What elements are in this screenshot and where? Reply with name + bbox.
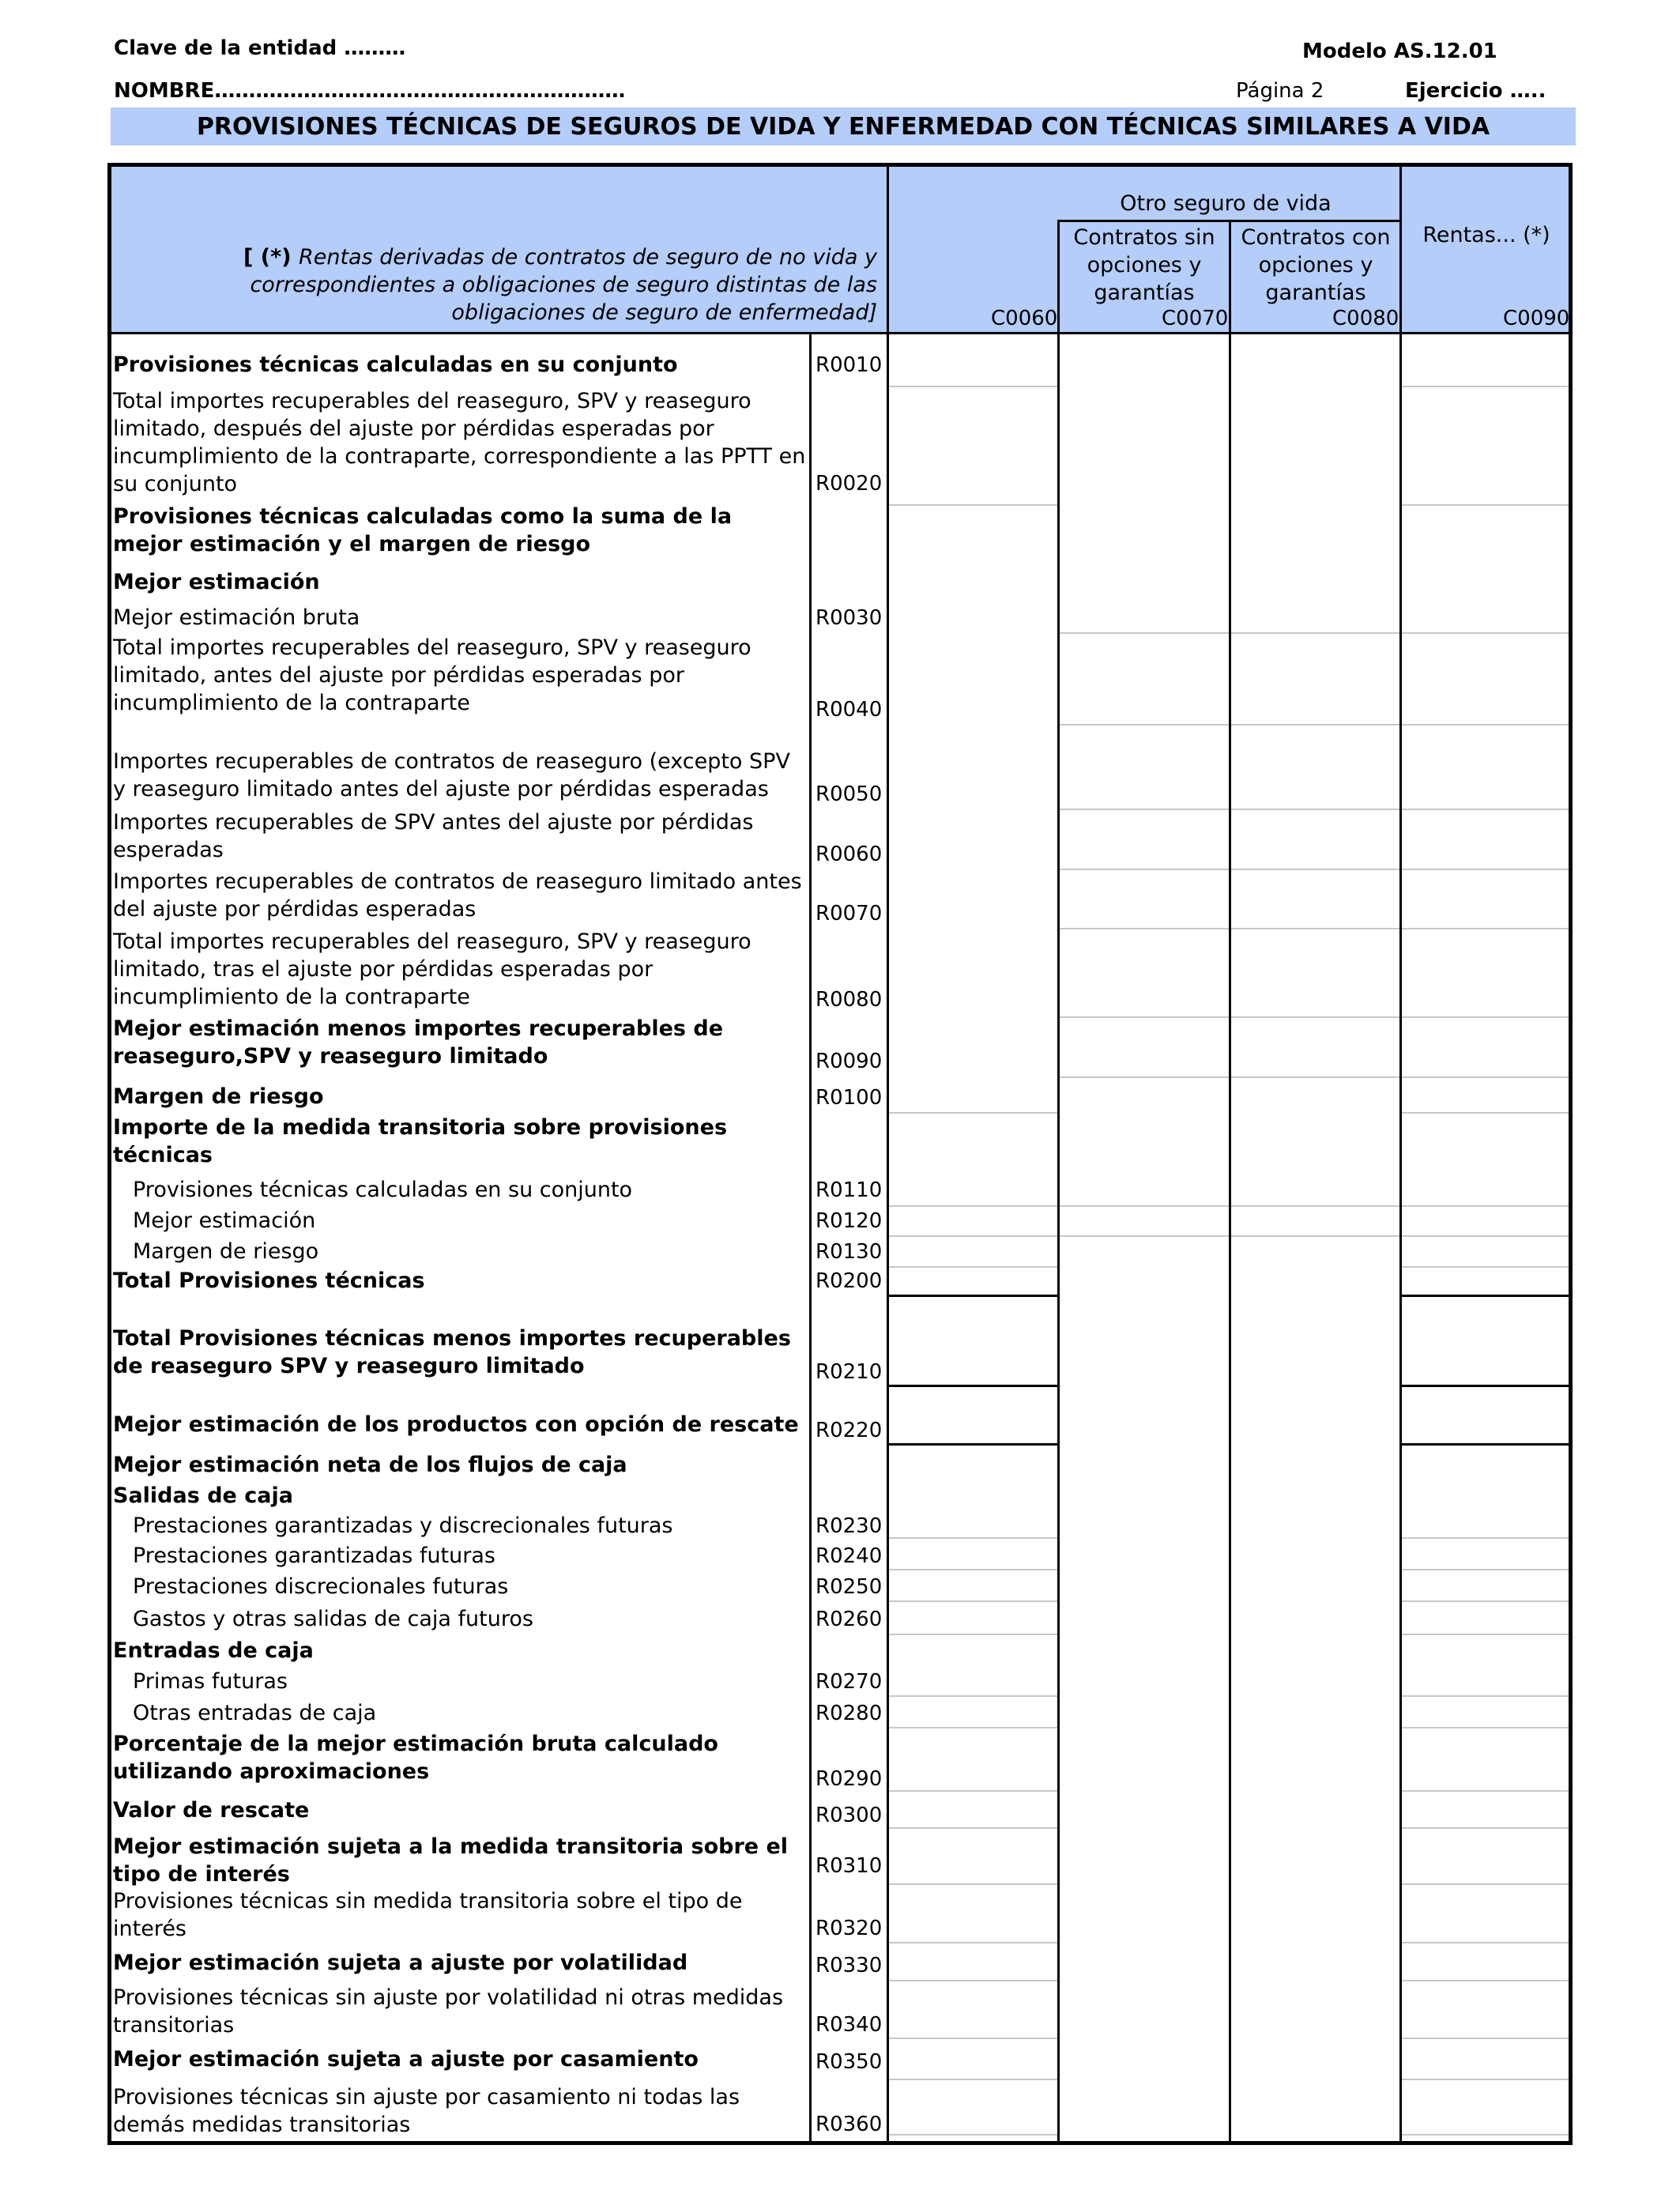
note-text: Rentas derivadas de contratos de seguro de no vida y correspondientes a obligaciones de seguro distintas de las obligaciones de seguro de enfermedad] — [250, 245, 877, 325]
row-code: R0110 — [816, 1178, 883, 1202]
code-c0060: C0060 — [991, 307, 1058, 330]
grid-line — [1402, 1727, 1569, 1728]
row-label: Gastos y otras salidas de caja futuros — [133, 1607, 533, 1631]
grid-line — [1402, 1695, 1569, 1697]
row-label: Primas futuras — [133, 1669, 288, 1694]
grid-line — [1402, 1266, 1569, 1268]
grid-line — [1402, 2134, 1569, 2136]
page-number: Página 2 — [1236, 79, 1324, 103]
grid-line — [1402, 1076, 1569, 1078]
grid-line — [1402, 1569, 1569, 1570]
row-code: R0330 — [816, 1954, 883, 1977]
fiscal-year: Ejercicio ….. — [1405, 79, 1546, 103]
row-label: Provisiones técnicas calculadas como la suma de la mejor estimación y el margen de riesgo — [113, 504, 733, 556]
grid-line — [1060, 724, 1229, 726]
grid-line — [1060, 1076, 1229, 1078]
form-title — [111, 107, 1576, 145]
row-code: R0090 — [816, 1050, 883, 1073]
entity-name: NOMBRE…………………………………………………… — [114, 79, 626, 103]
row-label: Importes recuperables de SPV antes del ajuste por pérdidas esperadas — [113, 810, 754, 862]
grid-line — [889, 386, 1057, 387]
row-label: Importes recuperables de contratos de reaseguro limitado antes del ajuste por pérdidas esperadas — [113, 869, 802, 922]
row-code: R0310 — [816, 1854, 883, 1878]
grid-line — [1402, 632, 1569, 634]
grid-line — [1060, 1235, 1229, 1237]
grid-line — [889, 1537, 1057, 1539]
form-title-text: PROVISIONES TÉCNICAS DE SEGUROS DE VIDA Y ENFERMEDAD CON TÉCNICAS SIMILARES A VIDA — [196, 112, 1490, 141]
grid-line — [1402, 504, 1569, 506]
grid-line — [1402, 1016, 1569, 1018]
header-bottom-line — [111, 332, 1569, 334]
code-col-divider — [809, 332, 812, 2141]
row-label: Total Provisiones técnicas menos importes recuperables de reaseguro SPV y reaseguro limitado — [113, 1326, 791, 1378]
row-code: R0030 — [816, 606, 883, 630]
grid-line — [889, 2134, 1057, 2136]
grid-line — [889, 1569, 1057, 1570]
row-label: Margen de riesgo — [113, 1084, 324, 1109]
row-code: R0300 — [816, 1804, 883, 1827]
row-code: R0320 — [816, 1917, 883, 1940]
grid-line — [1060, 1205, 1229, 1207]
grid-line — [1231, 869, 1399, 870]
grid-line — [1060, 869, 1229, 870]
col-con-header: Contratos con opciones y garantías — [1241, 225, 1391, 305]
grid-line — [889, 1727, 1057, 1728]
row-code: R0100 — [816, 1086, 883, 1110]
row-label: Prestaciones garantizadas y discrecionales futuras — [133, 1514, 673, 1538]
grid-line — [889, 1385, 1057, 1387]
row-label: Total Provisiones técnicas — [113, 1269, 425, 1293]
row-label: Mejor estimación menos importes recuperables de reaseguro,SPV y reaseguro limitado — [113, 1016, 724, 1069]
row-label: Mejor estimación neta de los flujos de caja — [113, 1453, 627, 1477]
row-code: R0020 — [816, 472, 883, 496]
col-divider-2 — [1057, 221, 1060, 2141]
grid-line — [889, 1443, 1057, 1446]
grid-line — [1231, 928, 1399, 929]
col-divider-1 — [887, 167, 889, 2141]
grid-line — [1402, 869, 1569, 870]
row-code: R0360 — [816, 2113, 883, 2136]
row-label: Total importes recuperables del reaseguro, SPV y reaseguro limitado, después del ajuste por pérdidas esperadas por incumplimiento de la contraparte, correspondiente a las PPTT en su conjunto — [113, 389, 806, 496]
row-code: R0260 — [816, 1608, 883, 1631]
row-label: Salidas de caja — [113, 1483, 293, 1508]
grid-line — [1402, 1883, 1569, 1885]
row-label: Mejor estimación sujeta a la medida transitoria sobre el tipo de interés — [113, 1834, 789, 1887]
grid-line — [1231, 809, 1399, 810]
grid-line — [889, 1827, 1057, 1829]
grid-line — [889, 1295, 1057, 1297]
row-code: R0210 — [816, 1360, 883, 1384]
grid-line — [1231, 632, 1399, 634]
row-code: R0350 — [816, 2050, 883, 2074]
grid-line — [1402, 386, 1569, 387]
row-label: Margen de riesgo — [133, 1239, 319, 1264]
grid-line — [1402, 1443, 1569, 1446]
row-code: R0050 — [816, 782, 883, 806]
grid-line — [1402, 928, 1569, 929]
col-sin-header: Contratos sin opciones y garantías — [1073, 225, 1215, 305]
row-label: Total importes recuperables del reaseguro, SPV y reaseguro limitado, antes del ajuste por pérdidas esperadas por incumplimiento de la contraparte — [113, 635, 751, 715]
grid-line — [889, 1266, 1057, 1268]
grid-line — [889, 1600, 1057, 1602]
col-divider-4 — [1399, 167, 1402, 2141]
row-label: Provisiones técnicas calculadas en su conjunto — [133, 1178, 633, 1202]
grid-line — [889, 504, 1057, 506]
grid-line — [1060, 1016, 1229, 1018]
grid-line — [1231, 1205, 1399, 1207]
grid-line — [1060, 632, 1229, 634]
grid-line — [1402, 2038, 1569, 2039]
grid-line — [1402, 2079, 1569, 2080]
group-label: Otro seguro de vida — [1120, 191, 1332, 216]
row-label: Prestaciones garantizadas futuras — [133, 1544, 495, 1568]
row-label: Prestaciones discrecionales futuras — [133, 1574, 509, 1599]
grid-line — [889, 2038, 1057, 2039]
grid-line — [1402, 1790, 1569, 1792]
row-label: Mejor estimación de los productos con opción de rescate — [113, 1412, 799, 1437]
row-code: R0240 — [816, 1544, 883, 1568]
row-code: R0270 — [816, 1670, 883, 1694]
row-label: Mejor estimación — [133, 1208, 316, 1233]
code-c0090: C0090 — [1503, 307, 1570, 330]
row-code: R0060 — [816, 843, 883, 866]
grid-line — [1231, 1235, 1399, 1237]
grid-line — [1402, 1980, 1569, 1981]
row-label: Provisiones técnicas sin ajuste por casamiento ni todas las demás medidas transitorias — [113, 2085, 740, 2137]
grid-line — [1231, 724, 1399, 726]
grid-line — [1402, 1112, 1569, 1114]
grid-line — [889, 1790, 1057, 1792]
row-label: Total importes recuperables del reaseguro, SPV y reaseguro limitado, tras el ajuste por pérdidas esperadas por incumplimiento de la contraparte — [113, 929, 751, 1009]
row-label: Importes recuperables de contratos de reaseguro (excepto SPV y reaseguro limitado antes del ajuste por pérdidas esperadas — [113, 749, 790, 801]
grid-line — [1402, 1537, 1569, 1539]
grid-line — [1231, 1016, 1399, 1018]
model-code: Modelo AS.12.01 — [1302, 40, 1497, 63]
grid-line — [1402, 1205, 1569, 1207]
col-divider-3 — [1229, 221, 1231, 2141]
code-c0070: C0070 — [1162, 307, 1229, 330]
row-code: R0250 — [816, 1575, 883, 1599]
row-label: Provisiones técnicas sin ajuste por volatilidad ni otras medidas transitorias — [113, 1985, 784, 2038]
grid-line — [1402, 1827, 1569, 1829]
row-label: Mejor estimación bruta — [113, 605, 360, 630]
grid-line — [1402, 724, 1569, 726]
row-code: R0220 — [816, 1419, 883, 1442]
row-code: R0070 — [816, 902, 883, 925]
row-code: R0010 — [816, 353, 883, 377]
grid-line — [889, 1942, 1057, 1943]
grid-line — [1402, 1942, 1569, 1943]
group-underline — [1057, 220, 1402, 222]
grid-line — [1402, 1600, 1569, 1602]
row-label: Importe de la medida transitoria sobre provisiones técnicas — [113, 1115, 728, 1167]
row-label: Mejor estimación — [113, 570, 320, 594]
row-label: Otras entradas de caja — [133, 1701, 377, 1725]
row-code: R0040 — [816, 698, 883, 722]
grid-line — [1060, 928, 1229, 929]
grid-line — [889, 1980, 1057, 1981]
row-label: Provisiones técnicas sin medida transitoria sobre el tipo de interés — [113, 1889, 743, 1941]
grid-line — [1402, 1385, 1569, 1387]
row-label: Valor de rescate — [113, 1798, 310, 1823]
row-code: R0120 — [816, 1209, 883, 1233]
row-code: R0200 — [816, 1269, 883, 1293]
row-label: Porcentaje de la mejor estimación bruta calculado utilizando aproximaciones — [113, 1732, 718, 1784]
row-label: Entradas de caja — [113, 1638, 314, 1663]
grid-line — [1402, 1634, 1569, 1635]
grid-line — [889, 1634, 1057, 1635]
row-label: Mejor estimación sujeta a ajuste por casamiento — [113, 2047, 699, 2071]
row-code: R0080 — [816, 988, 883, 1012]
grid-line — [889, 2079, 1057, 2080]
row-code: R0280 — [816, 1702, 883, 1725]
grid-line — [1231, 1076, 1399, 1078]
grid-line — [889, 1695, 1057, 1697]
grid-line — [889, 1112, 1057, 1114]
grid-line — [889, 1235, 1057, 1237]
row-code: R0340 — [816, 2013, 883, 2037]
note-prefix: [ (*) — [243, 245, 299, 270]
grid-line — [889, 1883, 1057, 1885]
row-label: Provisiones técnicas calculadas en su conjunto — [113, 352, 678, 377]
grid-line — [889, 1205, 1057, 1207]
row-code: R0290 — [816, 1767, 883, 1791]
grid-line — [1402, 1235, 1569, 1237]
col-rentas-header: Rentas... (*) — [1422, 223, 1550, 247]
entity-key: Clave de la entidad ……… — [114, 36, 406, 60]
row-code: R0130 — [816, 1240, 883, 1264]
code-c0080: C0080 — [1332, 307, 1399, 330]
grid-line — [1402, 1295, 1569, 1297]
row-code: R0230 — [816, 1514, 883, 1538]
rentas-note — [119, 243, 877, 326]
row-label: Mejor estimación sujeta a ajuste por volatilidad — [113, 1951, 688, 1975]
grid-line — [1060, 809, 1229, 810]
grid-line — [1402, 809, 1569, 810]
